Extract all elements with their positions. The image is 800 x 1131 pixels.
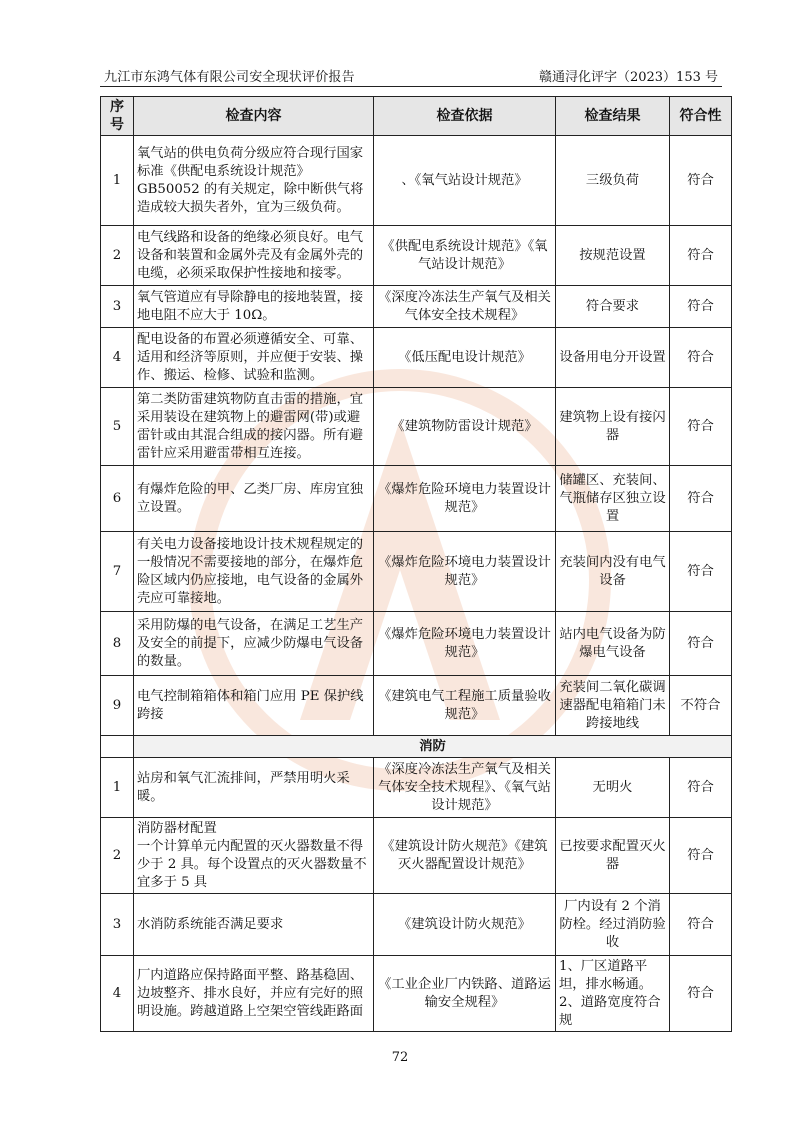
check-result: 无明火: [556, 758, 670, 818]
section-empty-cell: [101, 736, 134, 758]
table-row: [101, 136, 732, 226]
check-basis: 《建筑电气工程施工质量验收规范》: [374, 676, 556, 736]
compliance: 符合: [670, 818, 732, 894]
report-title: 九江市东鸿气体有限公司安全现状评价报告: [104, 70, 355, 85]
header-no: 序号: [101, 97, 134, 136]
check-basis: 《低压配电设计规范》: [374, 328, 556, 388]
check-content: 站房和氧气汇流排间，严禁用明火采暖。: [134, 758, 374, 818]
check-basis: 《工业企业厂内铁路、道路运输安全规程》: [374, 956, 556, 1032]
row-number: 5: [101, 388, 134, 466]
table-row: [101, 532, 732, 612]
compliance: 符合: [670, 894, 732, 956]
compliance: 符合: [670, 466, 732, 532]
compliance: 符合: [670, 388, 732, 466]
table-row: [101, 466, 732, 532]
check-result: 已按要求配置灭火器: [556, 818, 670, 894]
row-number: 1: [101, 136, 134, 226]
table-row: [101, 818, 732, 894]
table-row: [101, 676, 732, 736]
header-divider: [100, 86, 722, 87]
table-row: [101, 328, 732, 388]
compliance: 符合: [670, 328, 732, 388]
compliance: 符合: [670, 136, 732, 226]
page-number: 72: [391, 1050, 409, 1065]
check-content: 电气线路和设备的绝缘必须良好。电气设备和装置和金属外壳及有金属外壳的电缆，必须采取保护性接地和接零。: [134, 226, 374, 286]
check-content: 氧气站的供电负荷分级应符合现行国家标准《供配电系统设计规范》GB50052 的有关规定，除中断供气将造成较大损失者外，宜为三级负荷。: [134, 136, 374, 226]
check-content: 消防器材配置 一个计算单元内配置的灭火器数量不得少于 2 具。每个设置点的灭火器数量不宜多于 5 具: [134, 818, 374, 894]
check-basis: 《深度冷冻法生产氧气及相关气体安全技术规程》: [374, 286, 556, 328]
row-number: 7: [101, 532, 134, 612]
check-basis: 《爆炸危险环境电力装置设计规范》: [374, 466, 556, 532]
check-content: 第二类防雷建筑物防直击雷的措施，宜采用装设在建筑物上的避雷网(带)或避雷针或由其混合组成的接闪器。所有避雷针应采用避雷带相互连接。: [134, 388, 374, 466]
table-row: [101, 388, 732, 466]
header-result: 检查结果: [556, 97, 670, 136]
table-row: [101, 226, 732, 286]
check-result: 充装间二氧化碳调速器配电箱箱门未跨接地线: [556, 676, 670, 736]
compliance: 符合: [670, 758, 732, 818]
row-number: 2: [101, 226, 134, 286]
check-basis: 《供配电系统设计规范》《氧气站设计规范》: [374, 226, 556, 286]
row-number: 8: [101, 612, 134, 676]
check-basis: 《建筑设计防火规范》《建筑灭火器配置设计规范》: [374, 818, 556, 894]
table-row: [101, 956, 732, 1032]
check-result: 储罐区、充装间、气瓶储存区独立设置: [556, 466, 670, 532]
check-result: 按规范设置: [556, 226, 670, 286]
check-basis: 《建筑设计防火规范》: [374, 894, 556, 956]
row-number: 3: [101, 894, 134, 956]
check-content: 配电设备的布置必须遵循安全、可靠、适用和经济等原则，并应便于安装、操作、搬运、检修、试验和监测。: [134, 328, 374, 388]
check-basis: 《建筑物防雷设计规范》: [374, 388, 556, 466]
row-number: 6: [101, 466, 134, 532]
check-content: 厂内道路应保持路面平整、路基稳固、边坡整齐、排水良好，并应有完好的照明设施。跨越道路上空架空管线距路面: [134, 956, 374, 1032]
check-result: 符合要求: [556, 286, 670, 328]
check-content: 水消防系统能否满足要求: [134, 894, 374, 956]
check-content: 氧气管道应有导除静电的接地装置，接地电阻不应大于 10Ω。: [134, 286, 374, 328]
check-result: 三级负荷: [556, 136, 670, 226]
table-row: [101, 758, 732, 818]
check-content: 电气控制箱箱体和箱门应用 PE 保护线跨接: [134, 676, 374, 736]
table-row: [101, 286, 732, 328]
row-number: 9: [101, 676, 134, 736]
check-result: 设备用电分开设置: [556, 328, 670, 388]
check-content: 有关电力设备接地设计技术规程规定的一般情况不需要接地的部分，在爆炸危险区域内仍应接地，电气设备的金属外壳应可靠接地。: [134, 532, 374, 612]
table-row: [101, 612, 732, 676]
check-basis: 《深度冷冻法生产氧气及相关气体安全技术规程》、《氧气站设计规范》: [374, 758, 556, 818]
row-number: 1: [101, 758, 134, 818]
row-number: 4: [101, 956, 134, 1032]
section-row: [101, 736, 732, 758]
row-number: 4: [101, 328, 134, 388]
compliance: 符合: [670, 226, 732, 286]
compliance: 符合: [670, 612, 732, 676]
check-basis: 、《氧气站设计规范》: [374, 136, 556, 226]
check-result: 1、厂区道路平坦，排水畅通。 2、道路宽度符合规: [556, 956, 670, 1032]
row-number: 3: [101, 286, 134, 328]
row-number: 2: [101, 818, 134, 894]
compliance: 符合: [670, 956, 732, 1032]
check-content: 采用防爆的电气设备，在满足工艺生产及安全的前提下，应减少防爆电气设备的数量。: [134, 612, 374, 676]
report-number: 赣通浔化评字（2023）153 号: [538, 70, 718, 85]
check-result: 充装间内没有电气设备: [556, 532, 670, 612]
compliance: 符合: [670, 532, 732, 612]
table-row: [101, 894, 732, 956]
header-compliance: 符合性: [670, 97, 732, 136]
header-content: 检查内容: [134, 97, 374, 136]
check-result: 站内电气设备为防爆电气设备: [556, 612, 670, 676]
table-header-row: [101, 97, 732, 136]
check-content: 有爆炸危险的甲、乙类厂房、库房宜独立设置。: [134, 466, 374, 532]
inspection-table: [100, 96, 732, 1032]
section-title: 消防: [134, 736, 732, 758]
check-basis: 《爆炸危险环境电力装置设计规范》: [374, 532, 556, 612]
compliance: 符合: [670, 286, 732, 328]
header-basis: 检查依据: [374, 97, 556, 136]
check-result: 厂内设有 2 个消防栓。经过消防验收: [556, 894, 670, 956]
check-result: 建筑物上设有接闪器: [556, 388, 670, 466]
check-basis: 《爆炸危险环境电力装置设计规范》: [374, 612, 556, 676]
compliance: 不符合: [670, 676, 732, 736]
